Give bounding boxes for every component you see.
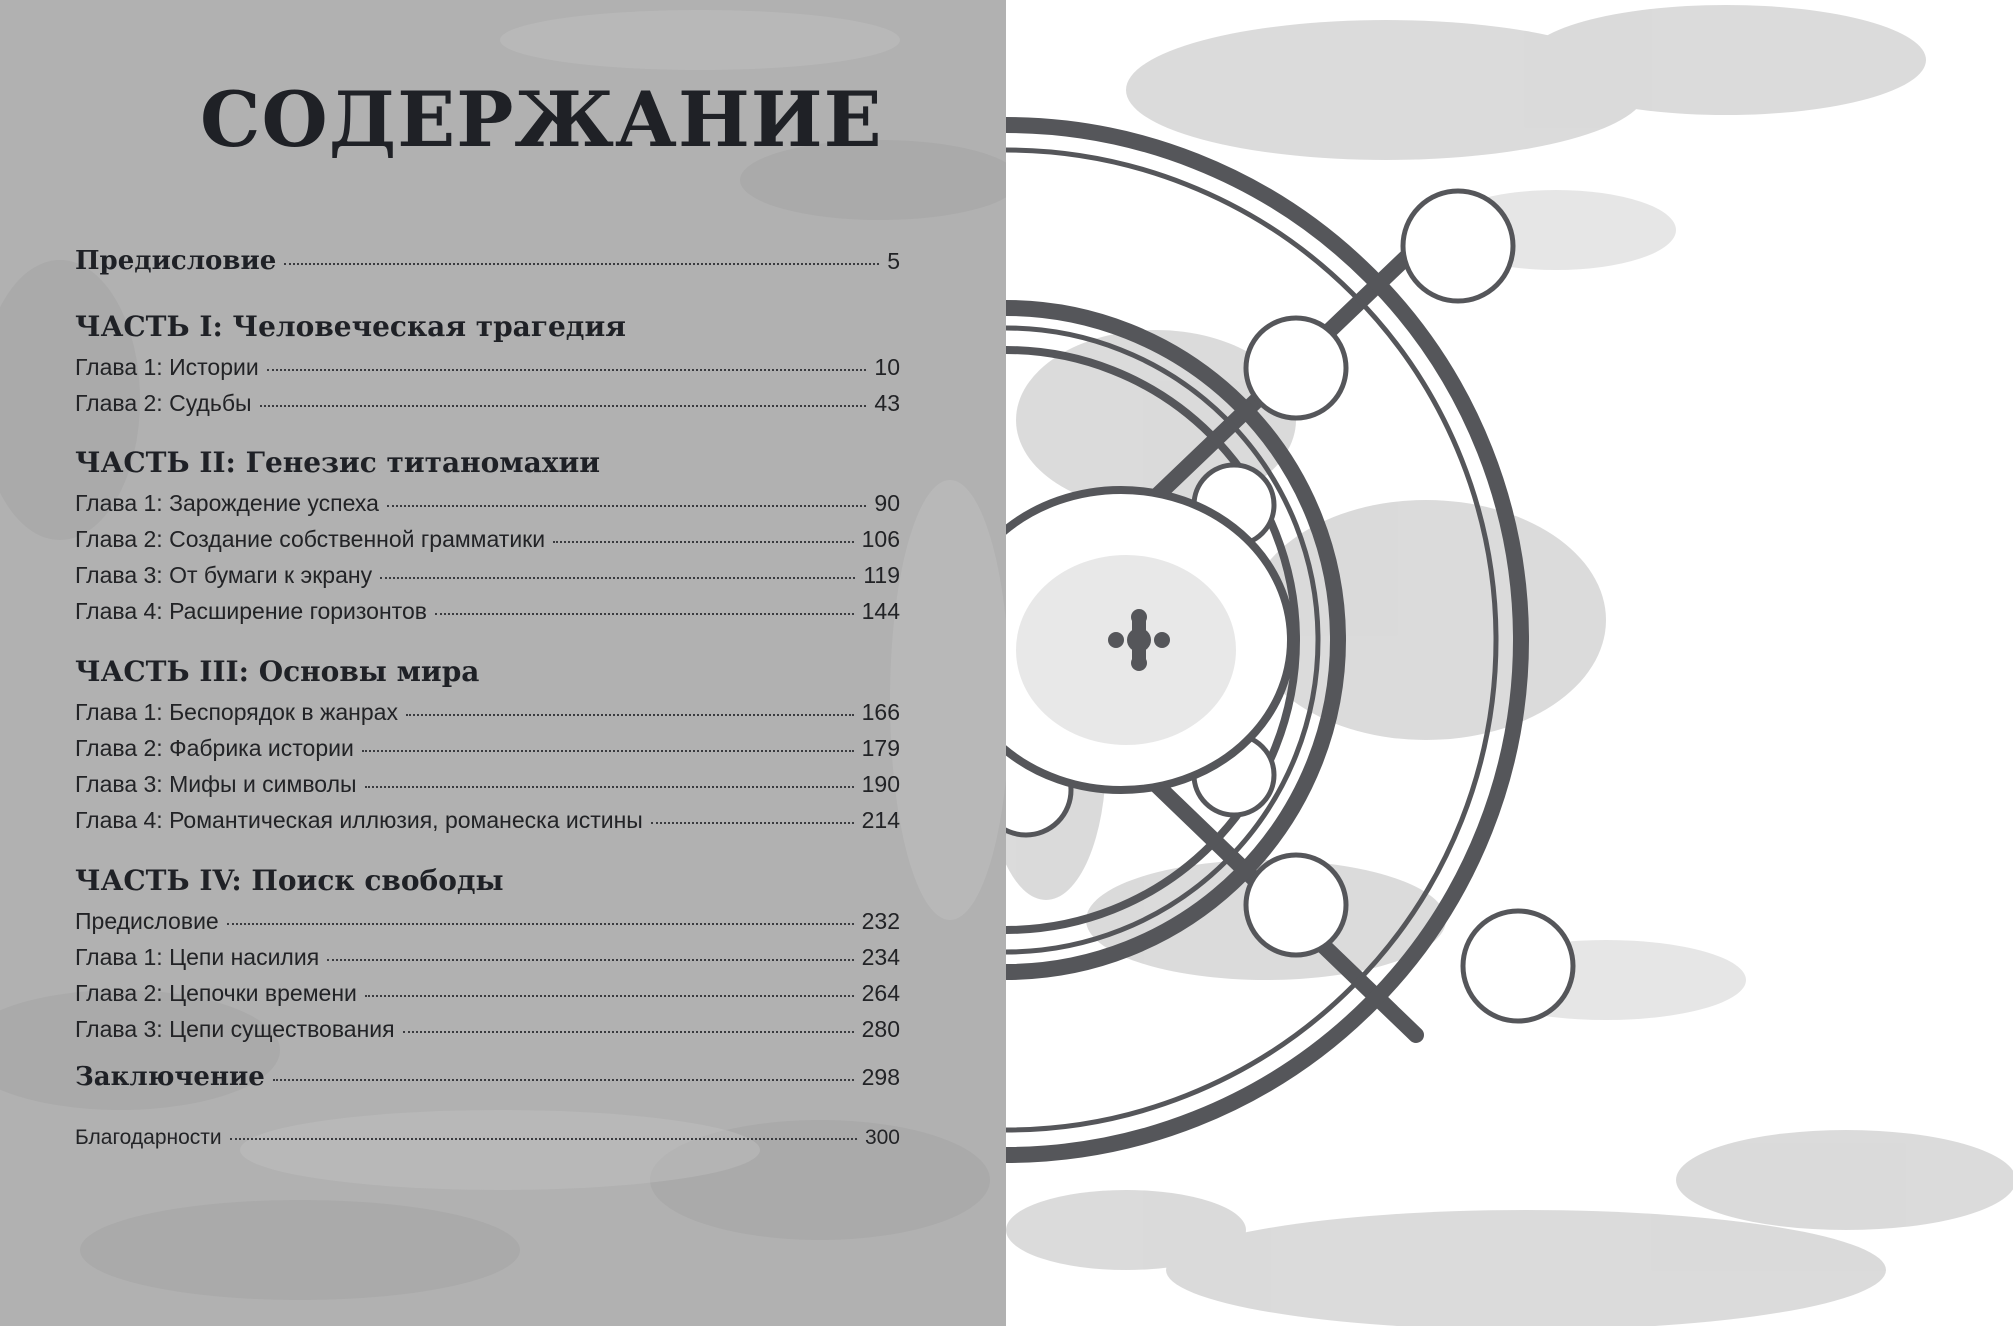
entry-page-number: 10 xyxy=(874,354,900,380)
toc-entry[interactable] xyxy=(75,980,900,1007)
toc-entry[interactable] xyxy=(75,390,900,417)
entry-page-number: 264 xyxy=(861,980,900,1006)
dot-leader xyxy=(365,993,854,997)
entry-page-number: 5 xyxy=(887,248,900,274)
entry-page-number: 106 xyxy=(861,526,900,552)
entry-page-number: 280 xyxy=(861,1016,900,1042)
entry-page-number: 298 xyxy=(861,1064,900,1090)
dot-leader xyxy=(387,503,866,507)
dot-leader xyxy=(327,957,853,961)
dot-leader xyxy=(273,1077,854,1081)
entry-label: Заключение xyxy=(75,1062,265,1092)
toc-page xyxy=(0,0,1006,1326)
entry-page-number: 144 xyxy=(861,598,900,624)
entry-page-number: 166 xyxy=(861,699,900,725)
dot-leader xyxy=(284,261,879,265)
toc-entry[interactable] xyxy=(75,598,900,625)
entry-page-number: 190 xyxy=(861,771,900,797)
toc-entry[interactable] xyxy=(75,699,900,726)
part-heading: ЧАСТЬ IV: Поиск свободы xyxy=(75,864,504,897)
entry-label: Глава 1: Зарождение успеха xyxy=(75,490,379,516)
entry-page-number: 214 xyxy=(861,807,900,833)
dot-leader xyxy=(362,748,854,752)
entry-page-number: 232 xyxy=(861,908,900,934)
dot-leader xyxy=(227,921,854,925)
ship-wheel-emblem-icon xyxy=(1006,0,2013,1326)
part-heading: ЧАСТЬ III: Основы мира xyxy=(75,655,480,688)
dot-leader xyxy=(260,403,867,407)
dot-leader xyxy=(365,784,854,788)
toc-entry-preface[interactable] xyxy=(75,246,900,276)
entry-label: Благодарности xyxy=(75,1126,222,1149)
entry-page-number: 119 xyxy=(863,562,900,588)
dot-leader xyxy=(406,712,854,716)
part-heading: ЧАСТЬ I: Человеческая трагедия xyxy=(75,310,626,343)
entry-label: Глава 1: Истории xyxy=(75,354,259,380)
page-title: СОДЕРЖАНИЕ xyxy=(200,75,883,164)
entry-page-number: 43 xyxy=(874,390,900,416)
toc-entry[interactable] xyxy=(75,735,900,762)
entry-label: Глава 4: Расширение горизонтов xyxy=(75,598,427,624)
toc-entry[interactable] xyxy=(75,944,900,971)
toc-entry[interactable] xyxy=(75,908,900,935)
entry-label: Глава 2: Создание собственной грамматики xyxy=(75,526,546,552)
entry-label: Глава 3: Мифы и символы xyxy=(75,771,357,797)
entry-label: Предисловие xyxy=(75,246,277,276)
toc-entry[interactable] xyxy=(75,807,900,834)
toc-entry[interactable] xyxy=(75,490,900,517)
entry-label: Глава 1: Цепи насилия xyxy=(75,944,320,970)
toc-entry[interactable] xyxy=(75,771,900,798)
toc-entry[interactable] xyxy=(75,562,900,589)
dot-leader xyxy=(380,575,855,579)
illustration-page xyxy=(1006,0,2013,1326)
toc-entry[interactable] xyxy=(75,526,900,553)
dot-leader xyxy=(553,539,854,543)
toc-entry[interactable] xyxy=(75,1016,900,1043)
dot-leader xyxy=(403,1029,854,1033)
dot-leader xyxy=(267,367,867,371)
entry-label: Глава 2: Цепочки времени xyxy=(75,980,357,1006)
dot-leader xyxy=(651,820,854,824)
entry-page-number: 179 xyxy=(861,735,900,761)
toc-entry-acknowledgements[interactable] xyxy=(75,1126,900,1150)
entry-label: Глава 2: Судьбы xyxy=(75,390,252,416)
toc-entry[interactable] xyxy=(75,354,900,381)
entry-label: Глава 4: Романтическая иллюзия, романеска истины xyxy=(75,807,643,833)
dot-leader xyxy=(230,1136,857,1140)
entry-label: Глава 3: Цепи существования xyxy=(75,1016,395,1042)
entry-page-number: 234 xyxy=(861,944,900,970)
entry-label: Предисловие xyxy=(75,908,219,934)
entry-label: Глава 3: От бумаги к экрану xyxy=(75,562,373,588)
entry-label: Глава 1: Беспорядок в жанрах xyxy=(75,699,398,725)
entry-label: Глава 2: Фабрика истории xyxy=(75,735,354,761)
entry-page-number: 300 xyxy=(864,1126,900,1149)
part-heading: ЧАСТЬ II: Генезис титаномахии xyxy=(75,446,600,479)
dot-leader xyxy=(435,611,854,615)
toc-entry-conclusion[interactable] xyxy=(75,1062,900,1092)
entry-page-number: 90 xyxy=(874,490,900,516)
